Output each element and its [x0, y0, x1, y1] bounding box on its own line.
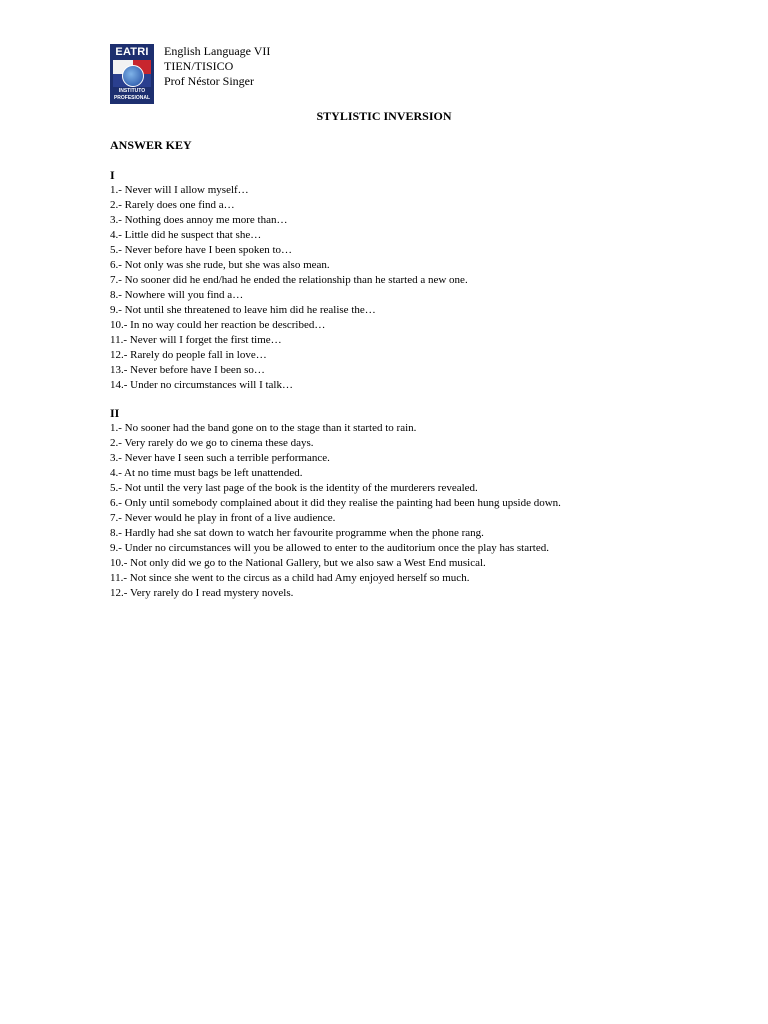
answer-item: 11.- Not since she went to the circus as a child had Amy enjoyed herself so much. [110, 572, 470, 584]
section-ii [110, 406, 561, 601]
answer-item: 10.- In no way could her reaction be described… [110, 319, 326, 331]
professor-name: Prof Néstor Singer [164, 74, 254, 88]
answer-item: 1.- No sooner had the band gone on to the stage than it started to rain. [110, 422, 417, 434]
answer-item: 2.- Very rarely do we go to cinema these days. [110, 437, 314, 449]
answer-item: 4.- At no time must bags be left unattended. [110, 467, 303, 479]
answer-item: 14.- Under no circumstances will I talk… [110, 379, 293, 391]
document-header [110, 44, 270, 104]
answer-item: 5.- Not until the very last page of the book is the identity of the murderers revealed. [110, 482, 478, 494]
answer-item: 10.- Not only did we go to the National Gallery, but we also saw a West End musical. [110, 557, 486, 569]
answer-item: 12.- Rarely do people fall in love… [110, 349, 267, 361]
answer-item: 3.- Nothing does annoy me more than… [110, 214, 288, 226]
answer-item: 5.- Never before have I been spoken to… [110, 244, 293, 256]
program-code: TIEN/TISICO [164, 59, 234, 73]
answer-item: 1.- Never will I allow myself… [110, 184, 249, 196]
logo-top-text: EATRI [111, 45, 153, 59]
answer-item: 11.- Never will I forget the first time… [110, 334, 282, 346]
answer-key-heading: ANSWER KEY [110, 138, 192, 152]
section-i [110, 168, 468, 393]
answer-list [110, 183, 468, 393]
document-title: STYLISTIC INVERSION [316, 109, 452, 123]
answer-list [110, 421, 561, 601]
answer-item: 2.- Rarely does one find a… [110, 199, 235, 211]
header-text-block [164, 44, 270, 89]
answer-item: 13.- Never before have I been so… [110, 364, 265, 376]
answer-item: 8.- Hardly had she sat down to watch her favourite programme when the phone rang. [110, 527, 484, 539]
section-label: I [110, 168, 115, 182]
eatri-logo [110, 44, 154, 104]
answer-item: 6.- Not only was she rude, but she was also mean. [110, 259, 330, 271]
globe-flags-icon [113, 60, 151, 88]
answer-item: 9.- Under no circumstances will you be allowed to enter to the auditorium once the play has started. [110, 542, 549, 554]
answer-item: 4.- Little did he suspect that she… [110, 229, 262, 241]
answer-item: 8.- Nowhere will you find a… [110, 289, 244, 301]
logo-bottom-text: INSTITUTO PROFESIONAL [111, 87, 153, 103]
answer-item: 12.- Very rarely do I read mystery novels. [110, 587, 294, 599]
section-label: II [110, 406, 120, 420]
answer-item: 7.- Never would he play in front of a live audience. [110, 512, 336, 524]
answer-item: 9.- Not until she threatened to leave him did he realise the… [110, 304, 376, 316]
answer-item: 6.- Only until somebody complained about it did they realise the painting had been hung upside down. [110, 497, 561, 509]
answer-item: 7.- No sooner did he end/had he ended the relationship than he started a new one. [110, 274, 468, 286]
course-name: English Language VII [164, 44, 271, 58]
answer-item: 3.- Never have I seen such a terrible performance. [110, 452, 330, 464]
